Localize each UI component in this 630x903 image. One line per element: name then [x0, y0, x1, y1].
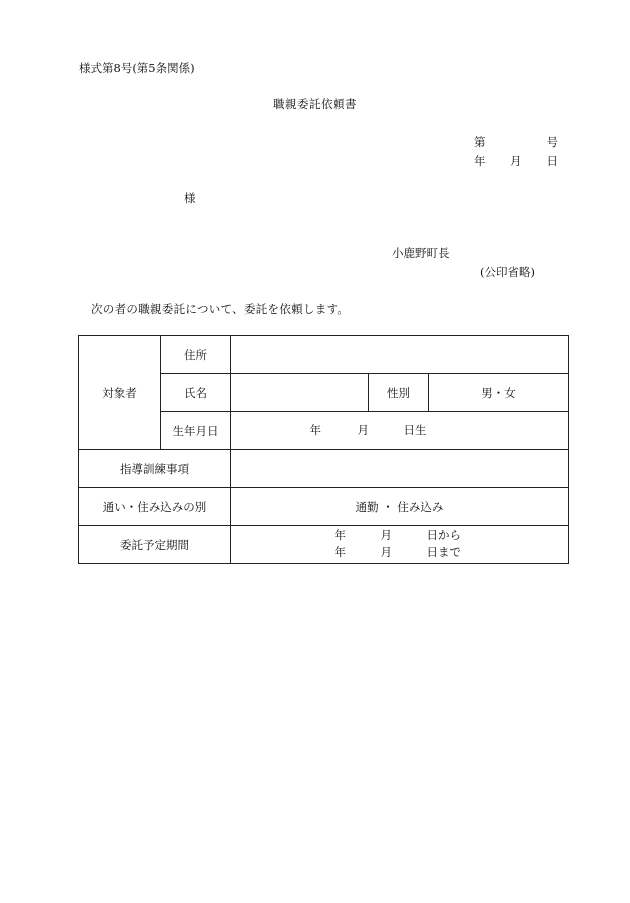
table-row-address [79, 336, 569, 374]
training-items-field[interactable] [231, 450, 569, 488]
commute-type-label: 通い・住み込みの別 [79, 488, 231, 526]
date-year: 年 [474, 154, 486, 168]
gender-label: 性別 [369, 374, 429, 412]
period-start-from: 日から [426, 527, 461, 542]
number-suffix: 号 [546, 135, 558, 149]
address-label: 住所 [161, 336, 231, 374]
seal-omitted-note: (公印省略) [480, 265, 535, 279]
table-row-training [79, 450, 569, 488]
birthdate-field[interactable] [231, 412, 569, 450]
period-end-line [335, 545, 465, 559]
request-statement: 次の者の職親委託について、委託を依頼します。 [91, 302, 350, 316]
birthdate-year: 年 [309, 423, 321, 437]
period-end-month: 月 [380, 544, 392, 559]
gender-options[interactable]: 男・女 [429, 374, 569, 412]
date-month: 月 [510, 154, 522, 168]
target-person-label: 対象者 [79, 336, 161, 450]
request-form-table [78, 335, 569, 564]
period-label: 委託予定期間 [79, 526, 231, 564]
document-title: 職親委託依頼書 [273, 97, 357, 111]
training-items-label: 指導訓練事項 [79, 450, 231, 488]
period-end-year: 年 [334, 544, 346, 559]
birthdate-day: 日生 [403, 423, 427, 437]
birthdate-month: 月 [357, 423, 369, 437]
sender-name: 小鹿野町長 [392, 246, 450, 260]
form-number: 様式第8号(第5条関係) [79, 61, 195, 75]
commute-type-options[interactable]: 通勤 ・ 住み込み [231, 488, 569, 526]
period-field[interactable] [231, 526, 569, 564]
name-label: 氏名 [161, 374, 231, 412]
period-end-to: 日まで [426, 544, 461, 559]
date-day: 日 [546, 154, 558, 168]
period-start-month: 月 [380, 527, 392, 542]
addressee-honorific: 様 [184, 191, 196, 205]
period-start-year: 年 [334, 527, 346, 542]
number-prefix: 第 [474, 135, 486, 149]
birthdate-label: 生年月日 [161, 412, 231, 450]
period-start-line [335, 528, 465, 542]
address-field[interactable] [231, 336, 569, 374]
table-row-period [79, 526, 569, 564]
table-row-commute [79, 488, 569, 526]
name-field[interactable] [231, 374, 369, 412]
